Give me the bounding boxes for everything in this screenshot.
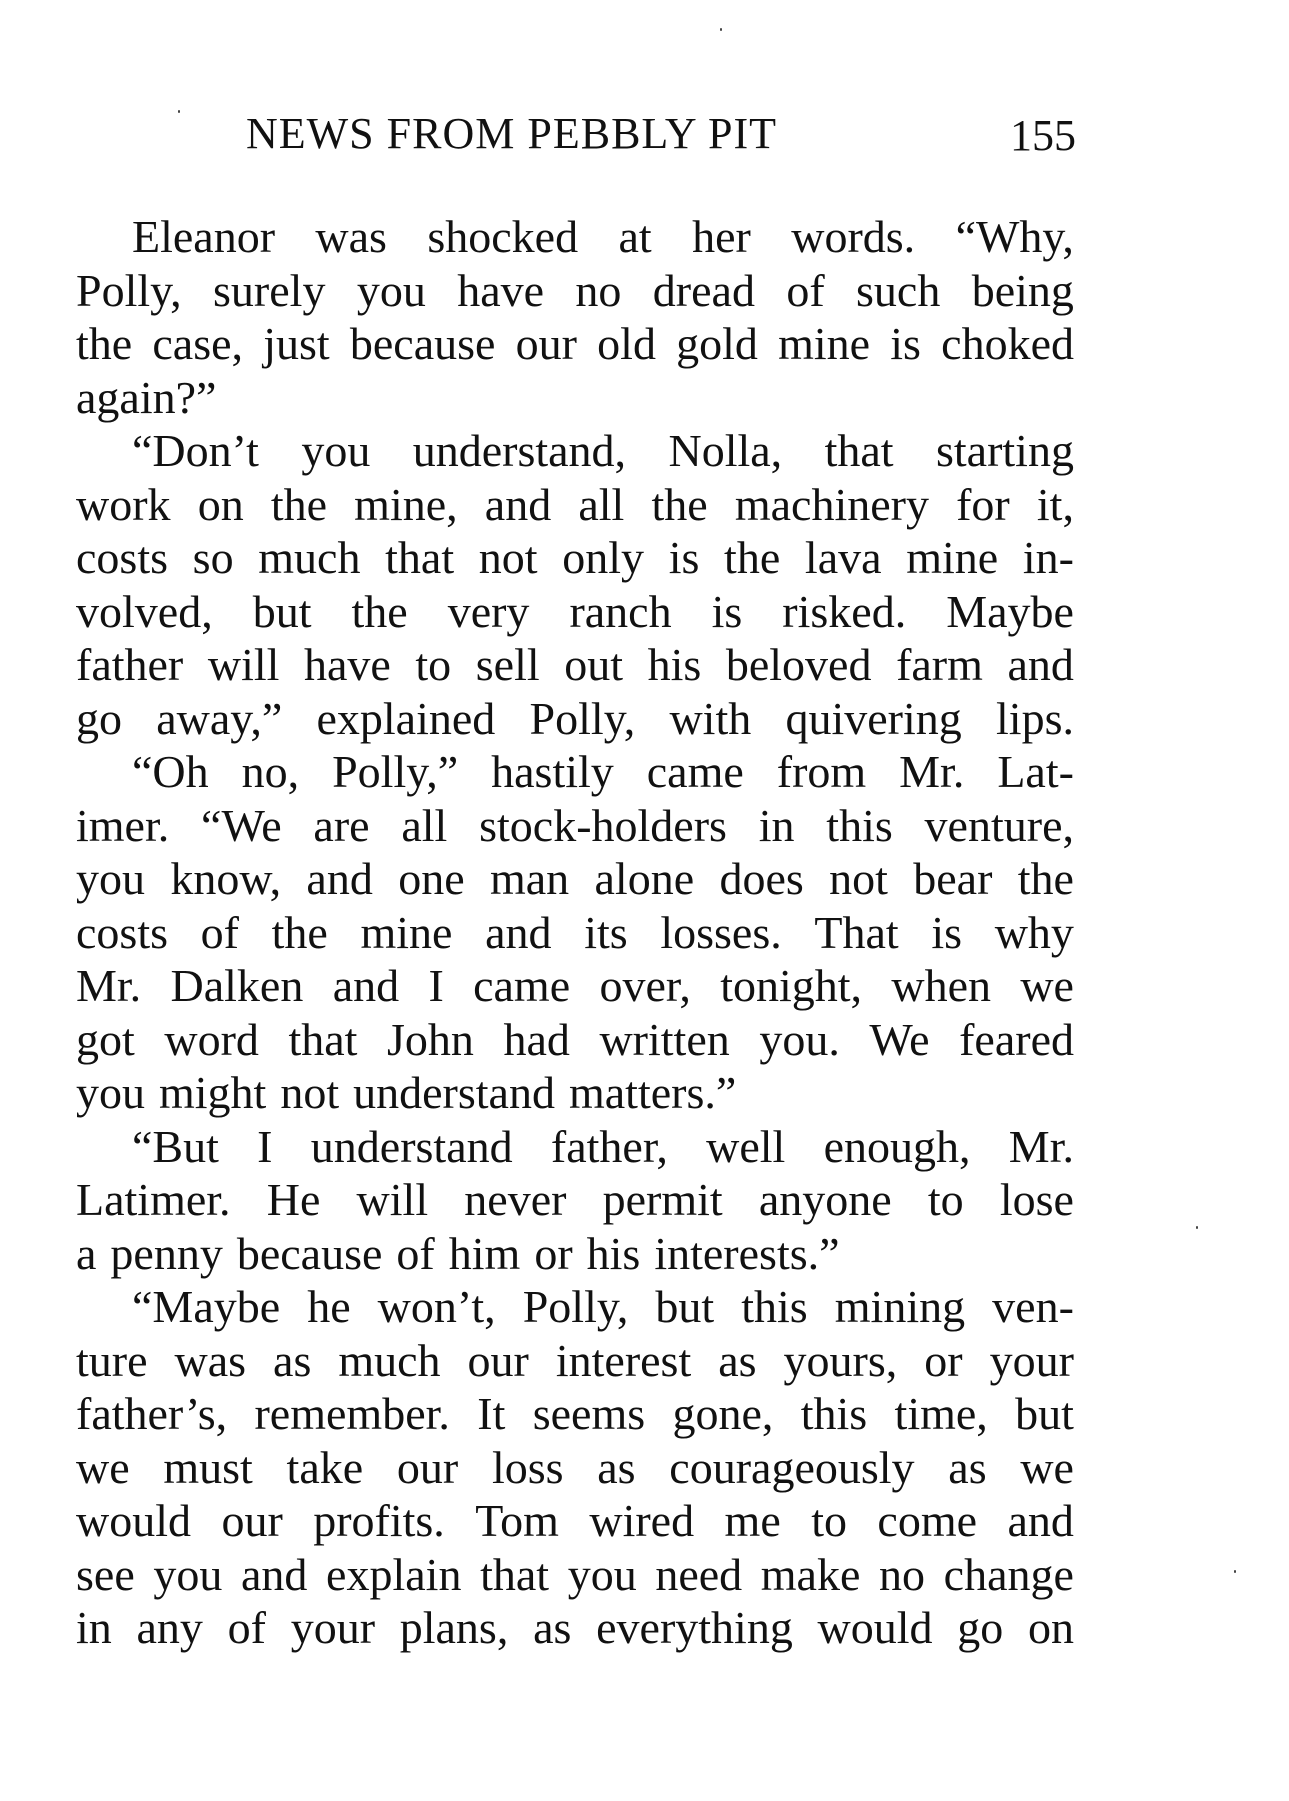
word: is: [668, 532, 700, 583]
word: understand,: [412, 425, 627, 476]
word: go: [957, 1602, 1004, 1653]
word: yours,: [783, 1334, 898, 1386]
text-line: [76, 1494, 1074, 1548]
text-line: [76, 1334, 1074, 1388]
word: as: [948, 1441, 987, 1493]
word: is: [711, 585, 743, 637]
word: old: [597, 318, 656, 369]
word: surely: [213, 264, 326, 316]
print-speck: [1196, 1226, 1198, 1229]
word: but: [655, 1281, 715, 1332]
word: Mr.: [76, 960, 142, 1011]
text-line: [76, 1173, 1074, 1227]
word: have: [457, 264, 545, 316]
word: Polly,: [76, 264, 182, 316]
word: come: [877, 1495, 978, 1546]
word: the: [271, 906, 328, 958]
text-line: [76, 1280, 1074, 1334]
text-line: [76, 1387, 1074, 1441]
word: the: [76, 318, 133, 369]
text-line: [76, 799, 1074, 853]
word: is: [931, 906, 963, 958]
word: as: [718, 1334, 757, 1386]
word: feared: [959, 1013, 1074, 1065]
word: plans,: [399, 1602, 509, 1653]
word: and: [332, 960, 400, 1011]
word: “But: [132, 1120, 219, 1172]
word: “Don’t: [132, 425, 259, 476]
text-line: [76, 638, 1074, 692]
text-line: [76, 585, 1074, 639]
word: over,: [599, 960, 691, 1011]
word: being: [971, 264, 1074, 316]
word: her: [692, 211, 751, 262]
word: on: [197, 478, 244, 530]
word: so: [192, 532, 234, 583]
word: Polly,: [529, 692, 636, 744]
word: came: [473, 960, 571, 1011]
chapter-title: NEWS FROM PEBBLY PIT: [246, 109, 778, 158]
word: beloved: [725, 639, 872, 690]
word: in-: [1022, 532, 1074, 583]
word: on: [1027, 1602, 1074, 1653]
text-line: [76, 959, 1074, 1013]
word: word: [164, 1013, 259, 1065]
word: mine: [360, 906, 453, 958]
word: Polly,: [522, 1281, 629, 1332]
word: “We: [201, 799, 282, 851]
print-speck: [178, 110, 180, 113]
word: everything: [596, 1602, 793, 1653]
word: know,: [170, 853, 282, 904]
word: to: [811, 1495, 847, 1546]
word: you: [153, 1548, 223, 1600]
word: much: [338, 1334, 441, 1386]
word: risked.: [782, 585, 907, 637]
word: was: [315, 211, 387, 262]
word: understand: [310, 1120, 513, 1172]
word: ranch: [569, 585, 672, 637]
word: lose: [999, 1174, 1074, 1225]
word: the: [270, 478, 328, 530]
word: at: [618, 211, 652, 262]
word: not: [478, 532, 538, 583]
word: and: [306, 853, 373, 904]
word: would: [817, 1602, 933, 1653]
word: that: [824, 425, 894, 476]
word: courageously: [669, 1441, 915, 1493]
word: the: [351, 585, 408, 637]
word: you.: [759, 1013, 840, 1065]
word: his: [586, 1227, 641, 1279]
word: that: [480, 1548, 550, 1600]
word: lava: [804, 532, 882, 583]
word: will: [207, 639, 280, 690]
word: the: [651, 478, 708, 530]
text-line: [76, 317, 1074, 371]
word: does: [719, 853, 804, 904]
word: and: [485, 906, 552, 958]
word: such: [856, 264, 941, 316]
word: your: [290, 1602, 376, 1653]
word: never: [464, 1174, 567, 1225]
word: a: [76, 1227, 97, 1279]
word: venture,: [924, 799, 1074, 851]
word: you: [567, 1548, 637, 1600]
word: it,: [1036, 478, 1074, 530]
word: Latimer.: [76, 1174, 231, 1225]
word: when: [891, 960, 991, 1011]
word: our: [467, 1334, 529, 1386]
word: “Why,: [955, 211, 1074, 262]
word: shocked: [427, 211, 579, 262]
text-line: [76, 531, 1074, 585]
word: He: [266, 1174, 321, 1225]
word: time,: [894, 1388, 988, 1439]
word: and: [1007, 639, 1074, 690]
word: not: [280, 1067, 340, 1118]
word: Dalken: [170, 960, 304, 1011]
word: dread: [652, 264, 755, 316]
word: gone,: [672, 1388, 774, 1439]
word: We: [869, 1013, 930, 1065]
word: matters.”: [568, 1067, 737, 1118]
word: That: [814, 906, 899, 958]
word: because: [236, 1227, 383, 1279]
word: not: [829, 853, 888, 904]
word: as: [273, 1334, 312, 1386]
word: you: [76, 853, 145, 904]
word: only: [562, 532, 645, 583]
word: written: [599, 1013, 730, 1065]
word: had: [503, 1013, 570, 1065]
word: choked: [941, 318, 1074, 369]
word: sell: [475, 639, 540, 690]
word: I: [257, 1120, 273, 1172]
print-speck: [720, 28, 722, 31]
word: you: [76, 1067, 145, 1118]
word: and: [484, 478, 552, 530]
word: is: [890, 318, 921, 369]
word: got: [76, 1013, 135, 1065]
word: of: [786, 264, 825, 316]
word: from: [776, 746, 867, 797]
text-line: [76, 906, 1074, 960]
word: mining: [834, 1281, 966, 1332]
word: explain: [326, 1548, 462, 1600]
word: no,: [241, 746, 300, 797]
word: won’t,: [377, 1281, 496, 1332]
text-line: [76, 745, 1074, 799]
word: the: [724, 532, 781, 583]
word: stock-holders: [479, 799, 727, 851]
word: lips.: [996, 692, 1074, 744]
word: to: [927, 1174, 964, 1225]
word: starting: [935, 425, 1074, 476]
word: our: [515, 318, 577, 369]
word: change: [943, 1548, 1074, 1600]
word: costs: [76, 532, 168, 583]
text-line: [76, 424, 1074, 478]
word: him: [448, 1227, 521, 1279]
body-text: [76, 210, 1074, 1655]
word: no: [879, 1548, 926, 1600]
word: ture: [76, 1334, 148, 1386]
word: are: [313, 799, 370, 851]
word: its: [584, 906, 628, 958]
page-number: 155: [1010, 111, 1076, 160]
word: “Oh: [132, 746, 209, 797]
running-header: [246, 108, 1076, 168]
word: go: [76, 692, 122, 744]
word: me: [724, 1495, 781, 1546]
word: ven-: [992, 1281, 1074, 1332]
word: interest: [555, 1334, 692, 1386]
word: Mr.: [899, 746, 965, 797]
word: would: [76, 1495, 191, 1546]
word: father,: [550, 1120, 668, 1172]
text-line: [76, 692, 1074, 746]
word: was: [174, 1334, 247, 1386]
word: loss: [491, 1441, 564, 1493]
word: and: [241, 1548, 308, 1600]
word: just: [263, 318, 330, 369]
word: case,: [152, 318, 244, 369]
word: because: [349, 318, 496, 369]
word: seems: [532, 1388, 646, 1439]
word: volved,: [76, 585, 213, 637]
word: Eleanor: [132, 211, 276, 262]
word: understand: [353, 1067, 555, 1118]
word: all: [401, 799, 448, 851]
word: make: [760, 1548, 861, 1600]
word: work: [76, 478, 171, 530]
word: with: [669, 692, 752, 744]
word: Mr.: [1008, 1120, 1074, 1172]
word: you: [301, 425, 371, 476]
print-speck: [1234, 1570, 1236, 1573]
text-line: [76, 264, 1074, 318]
word: we: [1020, 1441, 1074, 1493]
word: this: [826, 799, 893, 851]
word: our: [221, 1495, 283, 1546]
word: any: [136, 1602, 203, 1653]
word: explained: [316, 692, 496, 744]
word: alone: [594, 853, 695, 904]
word: quivering: [785, 692, 962, 744]
text-line: [76, 1227, 1074, 1281]
word: need: [655, 1548, 743, 1600]
word: all: [578, 478, 625, 530]
word: we: [76, 1441, 130, 1493]
word: It: [477, 1388, 506, 1439]
word: he: [307, 1281, 351, 1332]
word: one: [398, 853, 465, 904]
word: you: [356, 264, 426, 316]
word: father’s,: [76, 1388, 228, 1439]
word: words.: [791, 211, 916, 262]
word: his: [647, 639, 702, 690]
word: interests.”: [654, 1227, 840, 1279]
text-line: [76, 852, 1074, 906]
word: permit: [602, 1174, 723, 1225]
word: costs: [76, 906, 168, 958]
word: bear: [913, 853, 993, 904]
word: farm: [896, 639, 983, 690]
text-line: [76, 1601, 1074, 1655]
word: anyone: [758, 1174, 892, 1225]
word: might: [159, 1067, 267, 1118]
word: this: [741, 1281, 808, 1332]
word: came: [646, 746, 744, 797]
word: well: [706, 1120, 786, 1172]
word: mine,: [354, 478, 458, 530]
word: penny: [110, 1227, 223, 1279]
word: that: [385, 532, 455, 583]
word: very: [447, 585, 530, 637]
word: as: [597, 1441, 636, 1493]
word: mine: [778, 318, 871, 369]
word: of: [227, 1602, 266, 1653]
word: hastily: [491, 746, 614, 797]
word: much: [258, 532, 361, 583]
word: to: [415, 639, 452, 690]
word: as: [533, 1602, 572, 1653]
word: for: [956, 478, 1010, 530]
word: profits.: [313, 1495, 445, 1546]
word: the: [1017, 853, 1074, 904]
word: or: [924, 1334, 963, 1386]
word: machinery: [734, 478, 929, 530]
word: losses.: [660, 906, 782, 958]
word: in: [76, 1602, 112, 1653]
word: our: [396, 1441, 459, 1493]
word: mine: [906, 532, 999, 583]
text-line: [76, 1120, 1074, 1174]
word: but: [252, 585, 312, 637]
text-line: [76, 1548, 1074, 1602]
word: take: [286, 1441, 364, 1493]
word: man: [489, 853, 570, 904]
word: enough,: [823, 1120, 971, 1172]
word: see: [76, 1548, 135, 1600]
word: this: [800, 1388, 868, 1439]
word: of: [200, 906, 239, 958]
word: and: [1007, 1495, 1074, 1546]
text-line: [76, 1441, 1074, 1495]
word: “Maybe: [132, 1281, 281, 1332]
word: Maybe: [946, 585, 1074, 637]
word: Nolla,: [668, 425, 783, 476]
word: no: [575, 264, 622, 316]
word: or: [534, 1227, 573, 1279]
word: Polly,”: [332, 746, 459, 797]
text-line: [76, 210, 1074, 264]
word: must: [163, 1441, 253, 1493]
text-line: [76, 1013, 1074, 1067]
word: away,”: [156, 692, 283, 744]
word: father: [76, 639, 184, 690]
word: in: [758, 799, 795, 851]
word: I: [428, 960, 444, 1011]
word: remember.: [254, 1388, 450, 1439]
word: of: [396, 1227, 435, 1279]
text-line: [76, 371, 1074, 425]
text-line: [76, 1066, 1074, 1120]
word: Lat-: [997, 746, 1074, 797]
word: that: [288, 1013, 358, 1065]
word: have: [303, 639, 391, 690]
word: will: [356, 1174, 429, 1225]
word: imer.: [76, 799, 170, 851]
word: gold: [676, 318, 758, 369]
word: why: [994, 906, 1074, 958]
word: again?”: [76, 371, 217, 423]
word: Tom: [475, 1495, 559, 1546]
word: your: [989, 1334, 1074, 1386]
word: John: [387, 1013, 474, 1065]
text-line: [76, 478, 1074, 532]
word: we: [1020, 960, 1074, 1011]
word: tonight,: [720, 960, 863, 1011]
word: but: [1015, 1388, 1074, 1439]
word: wired: [589, 1495, 695, 1546]
word: out: [564, 639, 624, 690]
